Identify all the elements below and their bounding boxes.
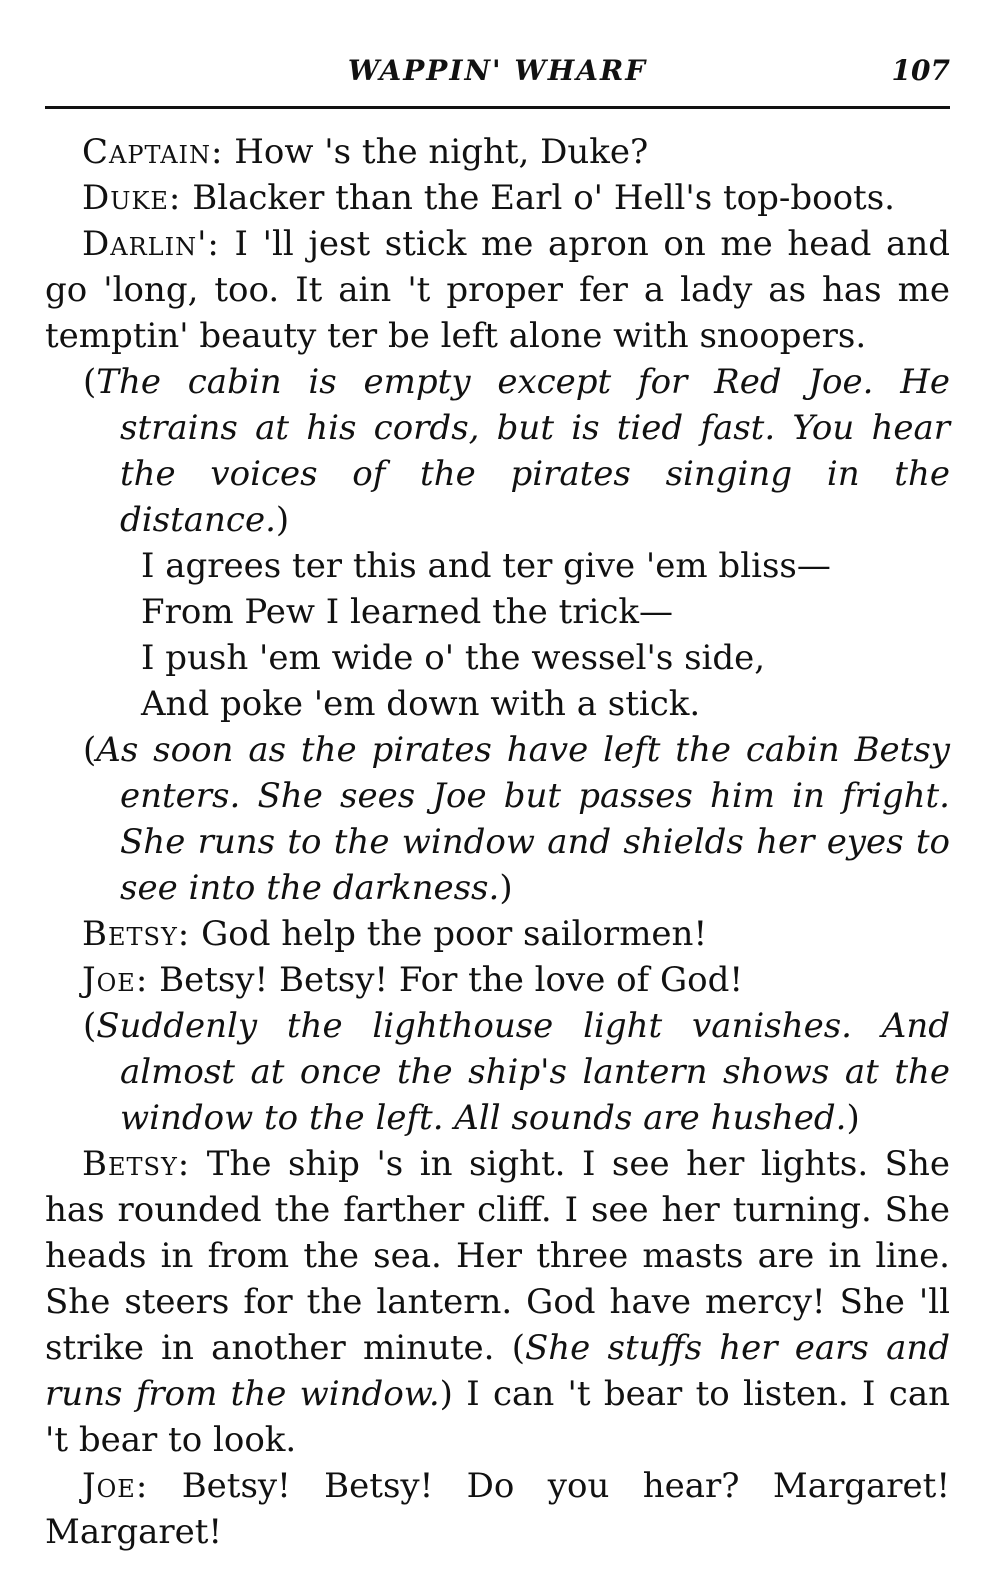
play-text bbox=[45, 129, 950, 1555]
speaker-name: Darlin': bbox=[82, 224, 220, 264]
speech-betsy bbox=[45, 1141, 950, 1463]
speaker-name: Captain: bbox=[82, 132, 224, 172]
stage-direction-text: As soon as the pirates have left the cabin Betsy enters. She sees Joe but passes him in fright. She runs to the window and shields her eyes to see into the darkness. bbox=[96, 730, 950, 908]
stage-direction bbox=[45, 359, 950, 543]
stage-direction bbox=[45, 1003, 950, 1141]
speech-text: The ship 's in sight. I see her lights. She has rounded the farther cliff. I see her turning. She heads in from the sea. Her three masts are in line. She steers for the lantern. God have mercy! She 'll strike in another minute. bbox=[45, 1144, 950, 1368]
running-title: WAPPIN' WHARF bbox=[347, 54, 648, 87]
speech-joe bbox=[45, 957, 950, 1003]
speech-text: How 's the night, Duke? bbox=[234, 132, 649, 172]
stage-direction-text: Suddenly the lighthouse light vanishes. And almost at once the ship's lantern shows at the window to the left. All sounds are hushed. bbox=[96, 1006, 950, 1138]
page-number: 107 bbox=[891, 54, 950, 87]
speaker-name: Joe: bbox=[82, 960, 149, 1000]
speaker-name: Betsy: bbox=[82, 1144, 191, 1184]
speech-captain bbox=[45, 129, 950, 175]
verse-line: From Pew I learned the trick— bbox=[141, 592, 674, 632]
speaker-name: Joe: bbox=[82, 1466, 149, 1506]
paren-open: ( bbox=[83, 1006, 97, 1046]
speech-joe bbox=[45, 1463, 950, 1555]
header-rule bbox=[45, 106, 950, 109]
speech-betsy bbox=[45, 911, 950, 957]
speech-text: I 'll jest stick me apron on me head and go 'long, too. It ain 't proper fer a lady as has me temptin' beauty ter be left alone with snoopers. bbox=[45, 224, 950, 356]
speech-text: God help the poor sailormen! bbox=[201, 914, 708, 954]
verse-line: I agrees ter this and ter give 'em bliss— bbox=[141, 546, 831, 586]
paren-close: ) bbox=[499, 868, 513, 908]
speech-text-continued: I can 't bear to listen. I can 't bear to look. bbox=[45, 1374, 951, 1460]
paren-open: ( bbox=[83, 730, 97, 770]
paren-close: ) bbox=[275, 500, 290, 540]
running-head bbox=[45, 40, 950, 90]
stage-direction bbox=[45, 727, 950, 911]
book-page bbox=[45, 40, 950, 1550]
verse-line: I push 'em wide o' the wessel's side, bbox=[141, 638, 766, 678]
paren-close: ) bbox=[846, 1098, 860, 1138]
verse-line: And poke 'em down with a stick. bbox=[141, 684, 701, 724]
speech-darlin bbox=[45, 221, 950, 359]
paren-open: ( bbox=[511, 1328, 525, 1368]
speech-duke bbox=[45, 175, 950, 221]
paren-open: ( bbox=[83, 362, 97, 402]
paren-close: ) bbox=[439, 1374, 453, 1414]
speech-text: Betsy! Betsy! For the love of God! bbox=[159, 960, 744, 1000]
speech-text: Betsy! Betsy! Do you hear? Margaret! Margaret! bbox=[45, 1466, 950, 1552]
speaker-name: Betsy: bbox=[82, 914, 191, 954]
stage-direction-text: The cabin is empty except for Red Joe. He strains at his cords, but is tied fast. You hear the voices of the pirates singing in the distance. bbox=[96, 362, 950, 540]
inline-stage-direction-text: She stuffs her ears and runs from the window. bbox=[45, 1328, 951, 1414]
speech-text: Blacker than the Earl o' Hell's top-boots. bbox=[192, 178, 895, 218]
speaker-name: Duke: bbox=[82, 178, 182, 218]
